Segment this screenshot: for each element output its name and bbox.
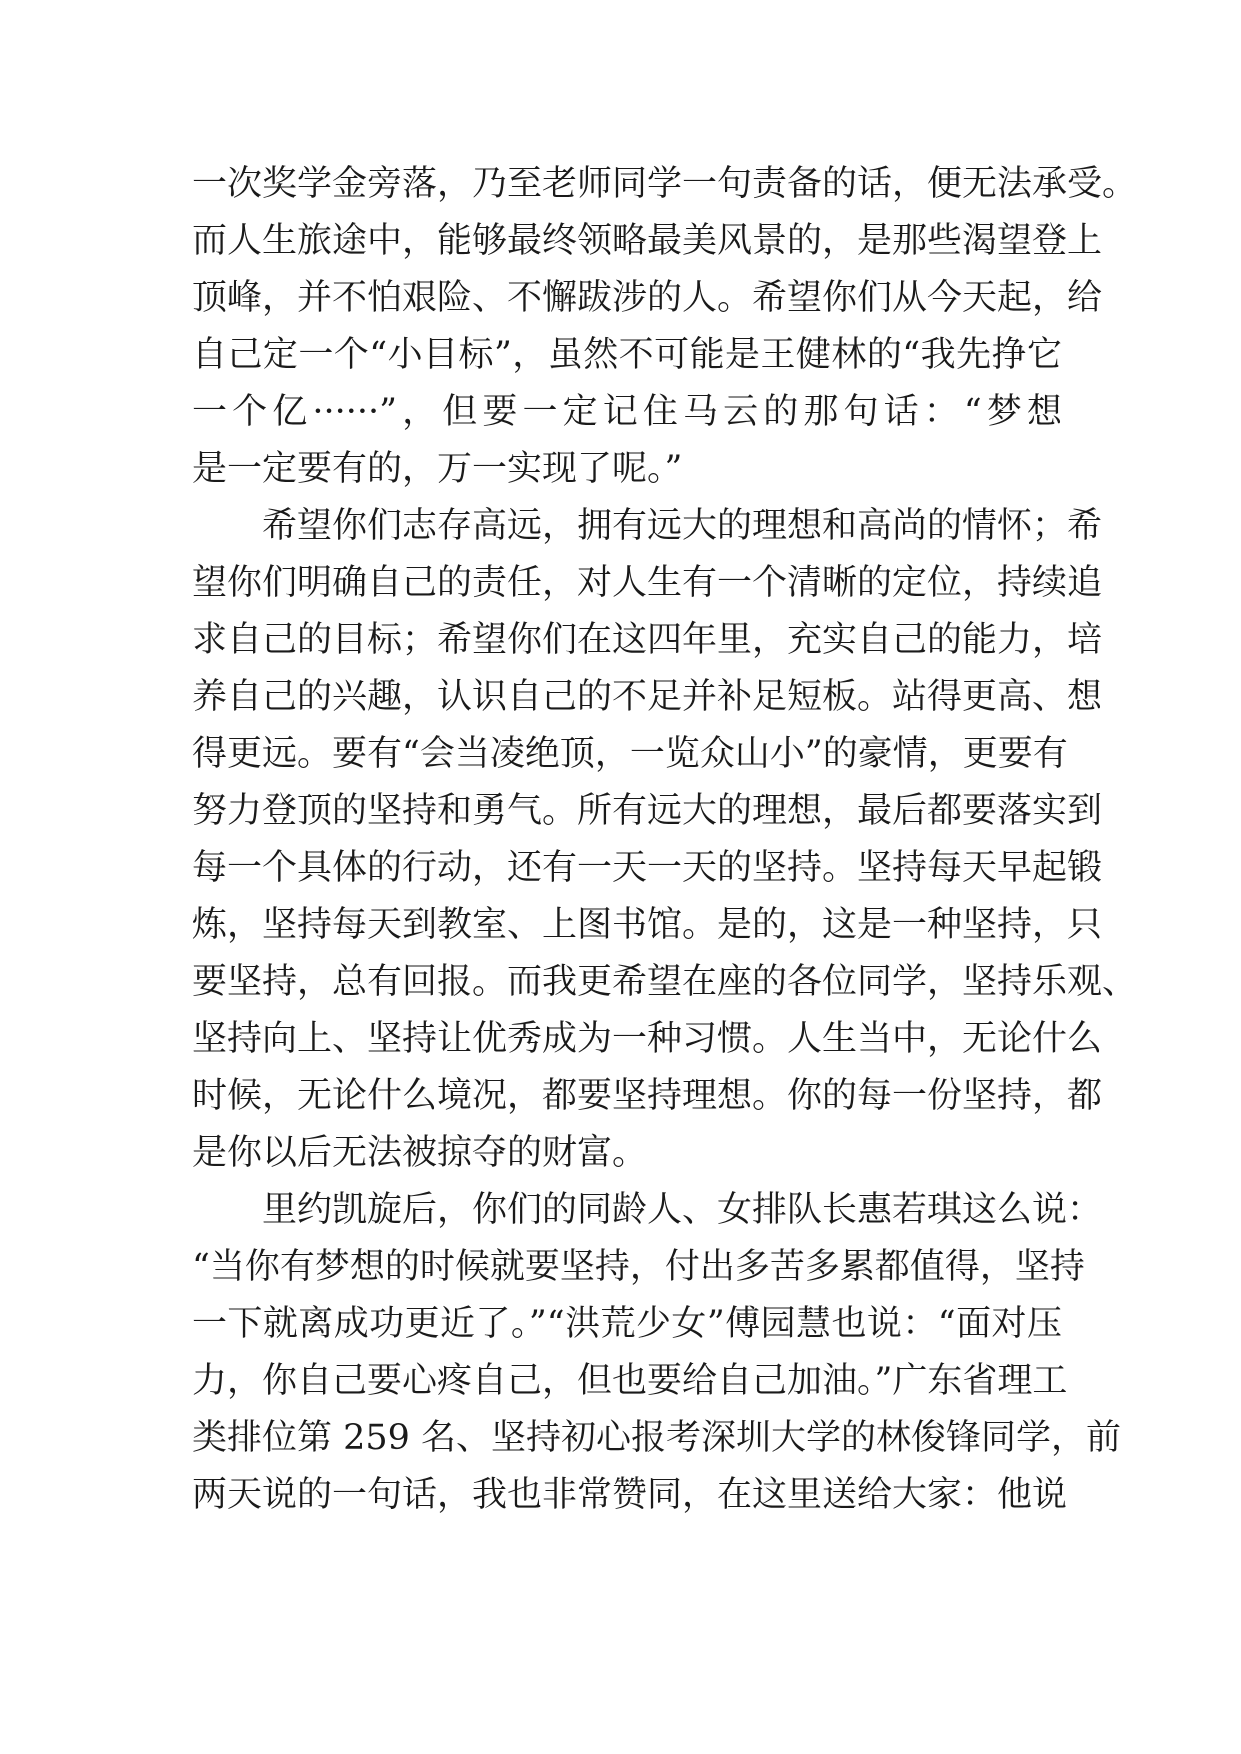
text-line: 是一定要有的，万一实现了呢。” [192, 449, 683, 489]
text-line: 得更远。要有“会当凌绝顶，一览众山小”的豪情，更要有 [192, 734, 1068, 774]
text-line: 两天说的一句话，我也非常赞同，在这里送给大家：他说 [192, 1475, 1068, 1515]
text-line: 一下就离成功更近了。”“洪荒少女”傅园慧也说：“面对压 [192, 1304, 1062, 1344]
text-line: 求自己的目标；希望你们在这四年里，充实自己的能力，培 [192, 620, 1103, 660]
text-line: 而人生旅途中，能够最终领略最美风景的，是那些渴望登上 [192, 221, 1103, 261]
paragraph [192, 1182, 1122, 1524]
text-line: 是你以后无法被掠夺的财富。 [192, 1133, 648, 1173]
text-line: 一个亿······”，但要一定记住马云的那句话：“梦想 [192, 392, 1062, 432]
text-line: 力，你自己要心疼自己，但也要给自己加油。”广东省理工 [192, 1361, 1068, 1401]
text-line: 一次奖学金旁落，乃至老师同学一句责备的话，便无法承受。 [192, 164, 1138, 204]
text-line: 炼，坚持每天到教室、上图书馆。是的，这是一种坚持，只 [192, 905, 1103, 945]
text-line: 努力登顶的坚持和勇气。所有远大的理想，最后都要落实到 [192, 791, 1103, 831]
text-line: 每一个具体的行动，还有一天一天的坚持。坚持每天早起锻 [192, 848, 1103, 888]
text-line: 望你们明确自己的责任，对人生有一个清晰的定位，持续追 [192, 563, 1103, 603]
text-line: 坚持向上、坚持让优秀成为一种习惯。人生当中，无论什么 [192, 1019, 1103, 1059]
document-body [192, 156, 1138, 1524]
paragraph [192, 156, 1138, 498]
paragraph [192, 498, 1138, 1182]
text-line: 要坚持，总有回报。而我更希望在座的各位同学，坚持乐观、 [192, 962, 1138, 1002]
text-line: 希望你们志存高远，拥有远大的理想和高尚的情怀；希 [262, 506, 1103, 546]
text-line: 类排位第 259 名、坚持初心报考深圳大学的林俊锋同学，前 [192, 1418, 1122, 1458]
text-line: 里约凯旋后，你们的同龄人、女排队长惠若琪这么说： [262, 1190, 1103, 1230]
text-line: 自己定一个“小目标”，虽然不可能是王健林的“我先挣它 [192, 335, 1062, 375]
text-line: “当你有梦想的时候就要坚持，付出多苦多累都值得，坚持 [192, 1247, 1085, 1287]
text-line: 养自己的兴趣，认识自己的不足并补足短板。站得更高、想 [192, 677, 1103, 717]
text-line: 时候，无论什么境况，都要坚持理想。你的每一份坚持，都 [192, 1076, 1103, 1116]
text-line: 顶峰，并不怕艰险、不懈跋涉的人。希望你们从今天起，给 [192, 278, 1103, 318]
